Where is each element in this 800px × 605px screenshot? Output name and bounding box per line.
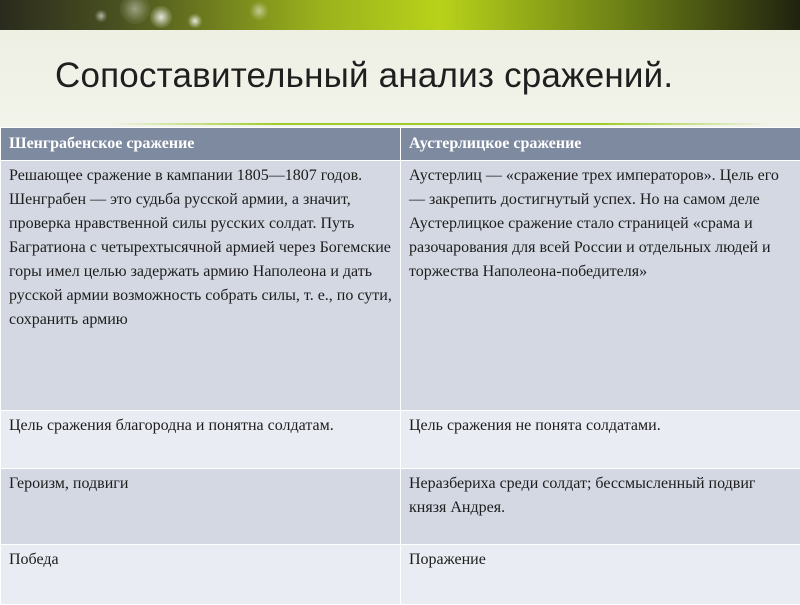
bokeh-light [150, 6, 172, 28]
cell-austerlitz-goal: Цель сражения не понята солдатами. [401, 411, 800, 469]
cell-austerlitz-soldiers: Неразбериха среди солдат; бессмысленный подвиг князя Андрея. [401, 469, 800, 545]
bokeh-light [95, 10, 107, 22]
cell-shengraben-outcome: Победа [1, 545, 401, 605]
table-header-row [1, 128, 800, 161]
bokeh-light [250, 2, 268, 20]
cell-austerlitz-outcome: Поражение [401, 545, 800, 605]
decorative-top-band [0, 0, 800, 30]
table-row [1, 545, 800, 605]
cell-shengraben-description: Решающее сражение в кампании 1805—1807 годов. Шенграбен — это судьба русской армии, а значит, проверка нравственной силы русских солдат. Путь Багратиона с четырехтысячной армией через Богемские горы имел целью задержать армию Наполеона и дать русской армии возможность собрать силы, т. е., по сути, сохранить армию [1, 161, 401, 411]
table-row [1, 161, 800, 411]
bokeh-light [188, 14, 202, 28]
title-underline [110, 123, 770, 125]
header-shengraben: Шенграбенское сражение [1, 128, 401, 161]
cell-shengraben-soldiers: Героизм, подвиги [1, 469, 401, 545]
table-row [1, 469, 800, 545]
cell-shengraben-goal: Цель сражения благородна и понятна солдатам. [1, 411, 401, 469]
slide-title: Сопоставительный анализ сражений. [55, 56, 755, 96]
cell-austerlitz-description: Аустерлиц — «сражение трех императоров». Цель его — закрепить достигнутый успех. Но на самом деле Аустерлицкое сражение стало страницей «срама и разочарования для всей России и отдельных людей и торжества Наполеона-победителя» [401, 161, 800, 411]
comparison-table [0, 127, 800, 605]
table-row [1, 411, 800, 469]
bokeh-light [120, 0, 150, 24]
header-austerlitz: Аустерлицкое сражение [401, 128, 800, 161]
